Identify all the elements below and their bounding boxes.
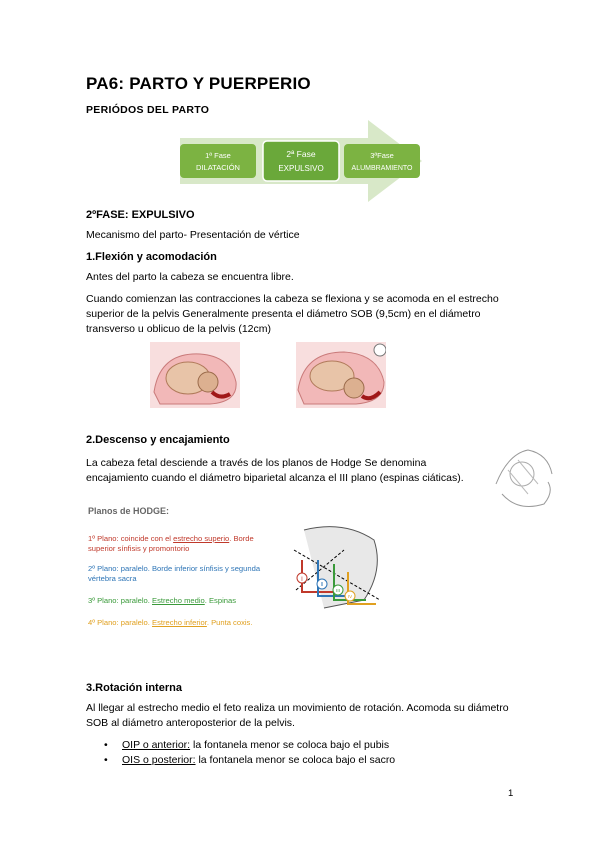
bullet-item-2: • OIS o posterior: la fontanela menor se coloca bajo el sacro [104, 754, 396, 766]
page-number: 1 [508, 788, 514, 799]
hodge-roman-2: II [320, 582, 324, 588]
pelvis-sketch [488, 444, 556, 516]
mechanism-text: Mecanismo del parto- Presentación de vértice [86, 229, 300, 241]
s1-heading: 1.Flexión y acomodación [86, 251, 217, 263]
phases-diagram [178, 120, 422, 202]
hodge-roman-1: I [301, 577, 303, 583]
bullet-item-1: • OIP o anterior: la fontanela menor se coloca bajo el pubis [104, 739, 390, 751]
phase-2-line1: 2ª Fase [286, 149, 316, 159]
phases-arrow [178, 120, 422, 202]
bullet-list [104, 738, 395, 768]
bullet-icon: • [104, 754, 108, 766]
hodge-roman-3: III [336, 588, 340, 593]
phase-3-line1: 3ªFase [370, 151, 394, 160]
fetal-flexion-image-1 [150, 342, 240, 408]
bullet-icon: • [104, 739, 108, 751]
s3-heading: 3.Rotación interna [86, 682, 182, 694]
hodge-item-2: 2º Plano: paralelo. Borde inferior sínfisis y segunda vértebra sacra [88, 564, 261, 583]
hodge-roman-4: IV [347, 594, 353, 599]
phase-box-1 [180, 144, 256, 178]
hodge-item-3: 3º Plano: paralelo. Estrecho medio. Espinas [88, 596, 237, 605]
s1-p1: Antes del parto la cabeza se encuentra libre. [86, 271, 294, 283]
subtitle: PERIÓDOS DEL PARTO [86, 104, 210, 116]
hodge-item-4: 4º Plano: paralelo. Estrecho inferior. Punta coxis. [88, 618, 253, 627]
phase-3-line2: ALUMBRAMIENTO [351, 165, 413, 172]
phase-box-3 [344, 144, 420, 178]
s2-p1: La cabeza fetal desciende a través de los planos de Hodge Se denomina encajamiento cuando el diámetro biparietal alcanza el III plano (espinas ciáticas). [86, 457, 464, 484]
s1-p2: Cuando comienzan las contracciones la cabeza se flexiona y se acomoda en el estrecho superior de la pelvis Generalmente presenta el diámetro SOB (9,5cm) en el diámetro transverso u oblicuo de la pelvis (12cm) [86, 293, 499, 335]
section-heading: 2ºFASE: EXPULSIVO [86, 209, 195, 221]
hodge-item-1: 1º Plano: coincide con el estrecho superio. Borde superior sínfisis y promontorio [88, 534, 254, 553]
fetal-flexion-image-2 [296, 342, 386, 408]
phase-2-line2: EXPULSIVO [278, 164, 324, 173]
phase-1-line2: DILATACIÓN [196, 163, 240, 172]
s2-heading: 2.Descenso y encajamiento [86, 434, 230, 446]
hodge-planes-diagram [284, 520, 386, 612]
hodge-title: Planos de HODGE: [88, 506, 170, 516]
page-title: PA6: PARTO Y PUERPERIO [86, 74, 311, 93]
s3-p1: Al llegar al estrecho medio el feto realiza un movimiento de rotación. Acomoda su diámetro SOB al diámetro anteroposterior de la pelvis. [86, 702, 509, 729]
phase-1-line1: 1ª Fase [205, 151, 231, 160]
phase-box-2 [263, 141, 339, 181]
